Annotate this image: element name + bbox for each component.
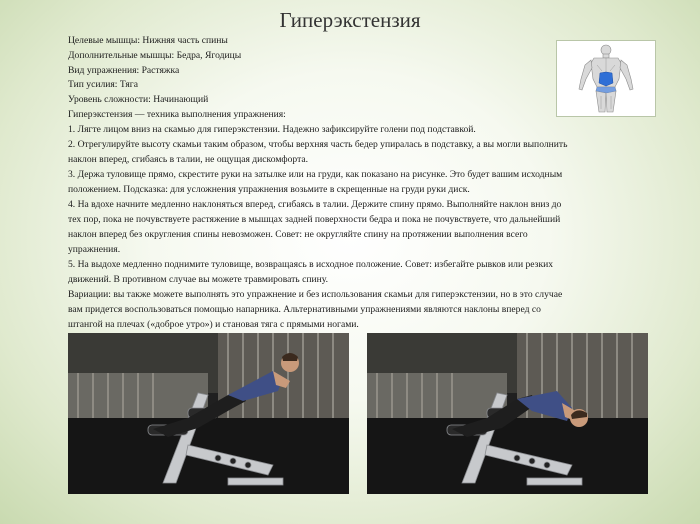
technique-heading: Гиперэкстензия — техника выполнения упражнения: <box>68 108 286 120</box>
exercise-end-photo <box>367 333 648 494</box>
force-type: Тип усилия: Тяга <box>68 79 138 91</box>
target-muscles: Целевые мышцы: Нижняя часть спины <box>68 35 228 46</box>
step-4: 4. На вдохе начните медленно наклоняться вперед, сгибаясь в талии. Держите спину прямо. Выполняйте наклон вниз до тех пор, пока не почувствуете растяжение в мышцах задней поверхности бедра и пока не почувствуете, что дальнейший наклон вперед без округления спины невозможен. Совет: не округляйте спину на протяжении выполнения всего упражнения. <box>68 199 562 255</box>
step-2: 2. Отрегулируйте высоту скамьи таким образом, чтобы верхняя часть бедер упиралась в подставку, а вы могли выполнить наклон вперед, сгибаясь в талии, не ощущая дискомфорта. <box>68 139 568 165</box>
variations: Вариации: вы также можете выполнять это упражнение и без использования скамьи для гиперэкстензии, но в это случае вам придется воспользоваться помощью напарника. Альтернативными упражнениями являются наклоны вперед со штангой на плечах («доброе утро») и становая тяга с прямыми ногами. <box>68 289 563 330</box>
step-5: 5. На выдохе медленно поднимите туловище, возвращаясь в исходное положение. Совет: избегайте рывков или резких движений. В противном случае вы можете травмировать спину. <box>68 259 554 285</box>
difficulty-level: Уровень сложности: Начинающий <box>68 94 209 106</box>
photo-start-position <box>68 333 349 494</box>
lower-back-highlight <box>599 72 613 86</box>
step-3: 3. Держа туловище прямо, скрестите руки на затылке или на груди, как показано на рисунке. Это будет вашим исходным положением. Подсказка: для усложнения упражнения возьмите в скрещенные на груди руки диск. <box>68 169 563 196</box>
muscle-diagram <box>556 40 656 117</box>
exercise-start-photo <box>68 333 349 494</box>
muscle-figure-icon <box>557 41 655 116</box>
additional-muscles: Дополнительные мышцы: Бедра, Ягодицы <box>68 49 242 61</box>
photo-bent-position <box>367 333 648 494</box>
exercise-type: Вид упражнения: Растяжка <box>68 64 180 76</box>
step-1: 1. Лягте лицом вниз на скамью для гиперэкстензии. Надежно зафиксируйте голени под подставкой. <box>68 123 476 135</box>
page-title: Гиперэкстензия <box>279 8 421 32</box>
